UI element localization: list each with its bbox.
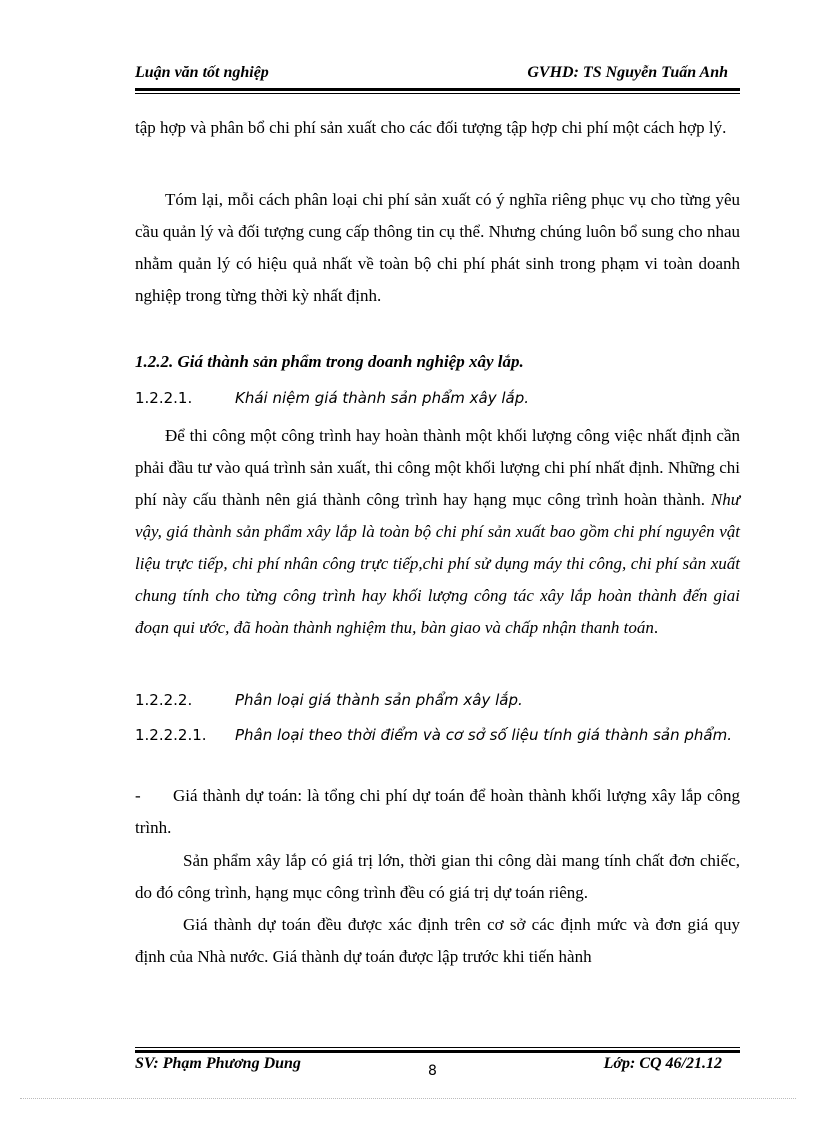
page-boundary-dotted-line: [20, 1098, 796, 1099]
header-rule-thin: [135, 93, 740, 94]
section-heading-1-2-2: [135, 352, 524, 372]
section-number: 1.2.2.: [135, 352, 174, 371]
page-header: [135, 64, 740, 86]
subsection-title: Khái niệm giá thành sản phẩm xây lắp.: [235, 389, 530, 407]
footer-student: SV: Phạm Phương Dung: [135, 1055, 301, 1072]
paragraph-4-block: [135, 780, 740, 844]
paragraph-3-normal: Để thi công một công trình hay hoàn thành một khối lượng công việc nhất định cần phải đầu tư vào quá trình sản xuất, thi công một khối lượng chi phí nhất định. Những chi phí này cấu thành nên giá thành công trình hay hạng mục công trình hoàn thành.: [135, 426, 740, 509]
paragraph-4-text: Giá thành dự toán: là tổng chi phí dự toán để hoàn thành khối lượng xây lắp công trình.: [135, 786, 740, 837]
page-footer: [135, 1055, 740, 1077]
subsection-title: Phân loại giá thành sản phẩm xây lắp.: [235, 691, 523, 709]
paragraph-3-block: [135, 420, 740, 644]
page-number: 8: [428, 1063, 437, 1079]
paragraph-1-block: [135, 112, 740, 144]
subsection-number: 1.2.2.2.1.: [135, 726, 207, 744]
subsection-title: Phân loại theo thời điểm và cơ sở số liệu tính giá thành sản phẩm.: [235, 726, 732, 744]
footer-rule-thick: [135, 1050, 740, 1053]
footer-class: Lớp: CQ 46/21.12: [603, 1055, 722, 1072]
subsection-number: 1.2.2.1.: [135, 389, 193, 407]
paragraph-2: Tóm lại, mỗi cách phân loại chi phí sản xuất có ý nghĩa riêng phục vụ cho từng yêu cầu quản lý và đối tượng cung cấp thông tin cụ thể. Nhưng chúng luôn bổ sung cho nhau nhằm quản lý có hiệu quả nhất về toàn bộ chi phí phát sinh trong phạm vi toàn doanh nghiệp trong từng thời kỳ nhất định.: [135, 190, 740, 305]
subsection-heading-1-2-2-2-1: [135, 722, 740, 748]
paragraph-5: Sản phẩm xây lắp có giá trị lớn, thời gian thi công dài mang tính chất đơn chiếc, do đó công trình, hạng mục công trình đều có giá trị dự toán riêng.: [135, 851, 740, 902]
paragraph-6: Giá thành dự toán đều được xác định trên cơ sở các định mức và đơn giá quy định của Nhà nước. Giá thành dự toán được lập trước khi tiến hành: [135, 915, 740, 966]
paragraph-3-definition: Như vậy, giá thành sản phẩm xây lắp là toàn bộ chi phí sản xuất bao gồm chi phí nguyên vật liệu trực tiếp, chi phí nhân công trực tiếp,chi phí sử dụng máy thi công, chi phí sản xuất chung tính cho từng công trình hay khối lượng công tác xây lắp hoàn thành đến giai đoạn qui ước, đã hoàn thành nghiệm thu, bàn giao và chấp nhận thanh toán: [135, 490, 740, 637]
paragraph-2-block: [135, 184, 740, 312]
subsection-heading-1-2-2-2: [135, 690, 740, 710]
header-thesis-title: Luận văn tốt nghiệp: [135, 64, 269, 81]
paragraph-4: [135, 780, 740, 844]
subsection-heading-1-2-2-1: [135, 388, 740, 408]
paragraph-3: [135, 420, 740, 644]
paragraph-5-block: [135, 845, 740, 909]
footer-rule-thin: [135, 1047, 740, 1048]
header-supervisor: GVHD: TS Nguyễn Tuấn Anh: [527, 64, 728, 81]
paragraph-1: tập hợp và phân bổ chi phí sản xuất cho các đối tượng tập hợp chi phí một cách hợp lý.: [135, 118, 727, 137]
paragraph-3-end: .: [653, 618, 659, 637]
subsection-number: 1.2.2.2.: [135, 691, 193, 709]
header-rule-thick: [135, 88, 740, 91]
bullet-dash: -: [135, 786, 141, 805]
section-title: Giá thành sản phẩm trong doanh nghiệp xây lắp.: [177, 352, 524, 371]
paragraph-6-block: [135, 909, 740, 973]
